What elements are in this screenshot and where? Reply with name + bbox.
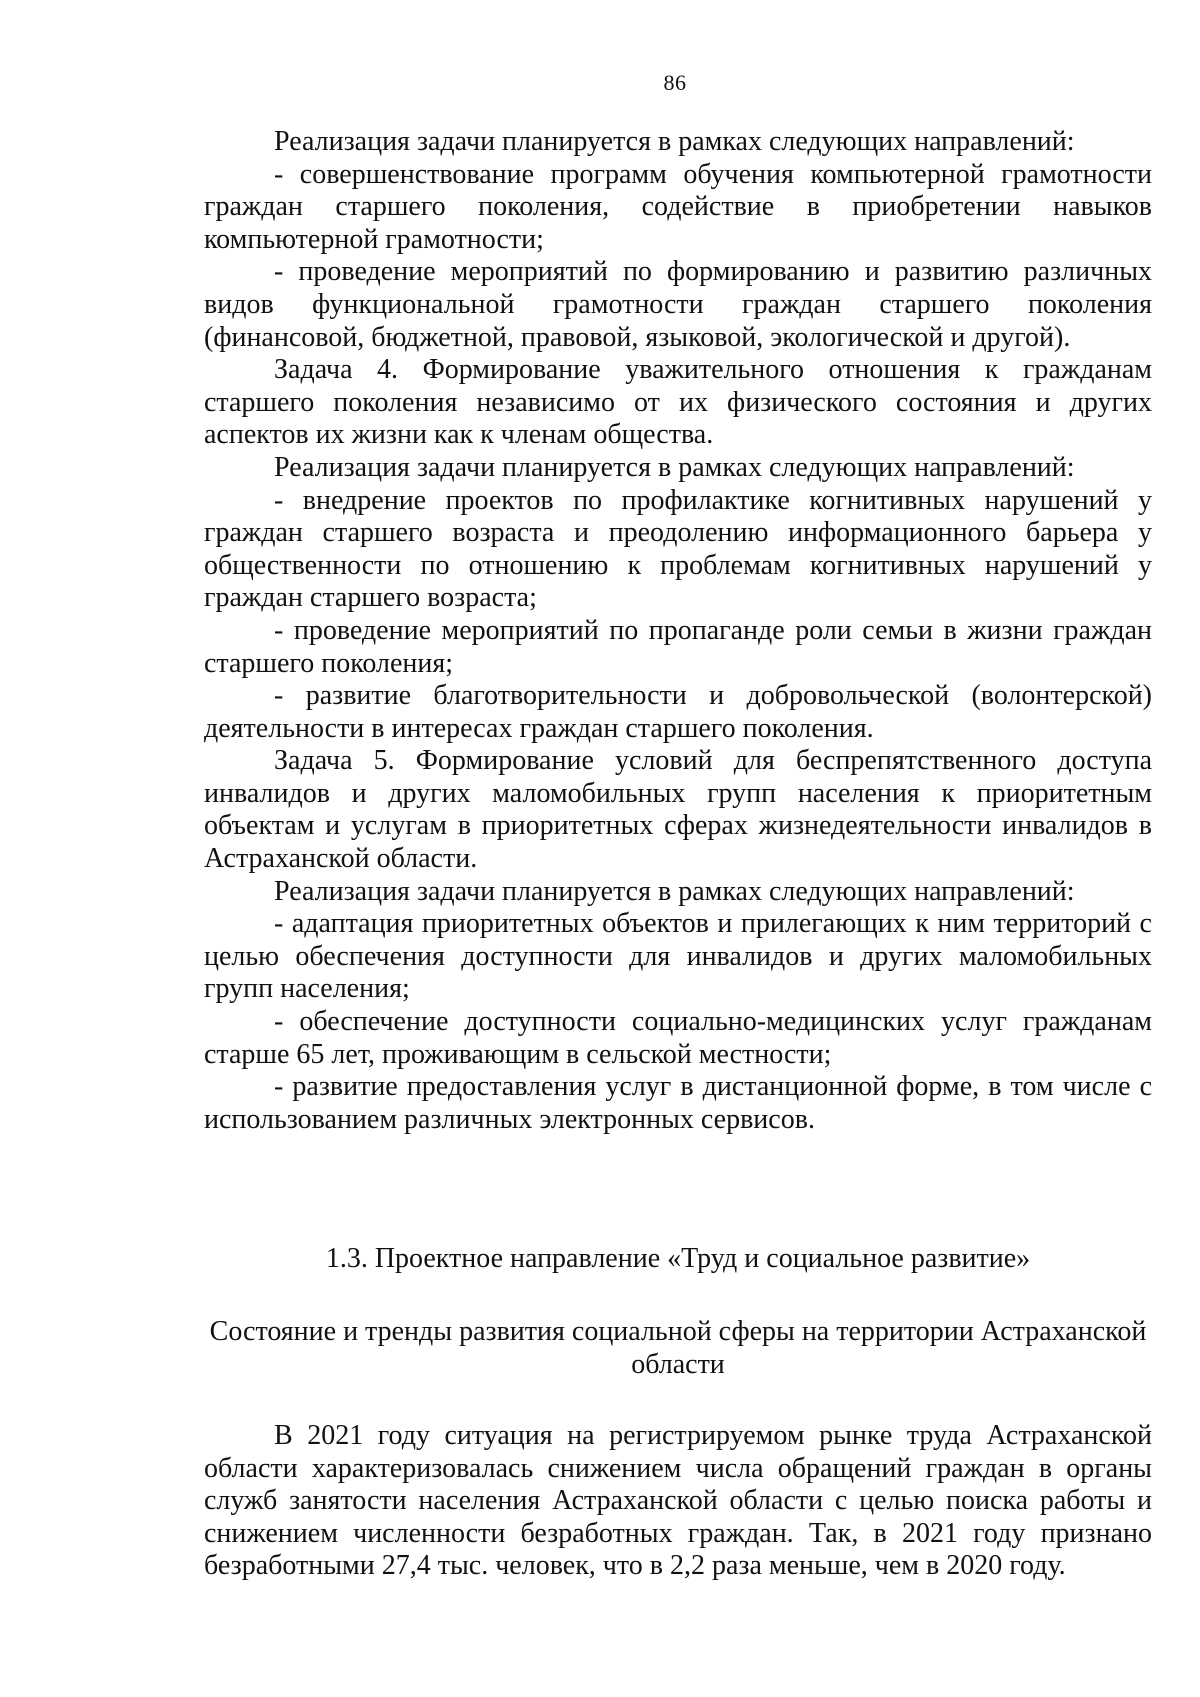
final-text: [204, 1420, 1152, 1583]
section-heading: 1.3. Проектное направление «Труд и социальное развитие»: [325, 1243, 1031, 1274]
paragraph: - обеспечение доступности социально-медицинских услуг гражданам старше 65 лет, проживающим в сельской местности;: [204, 1006, 1152, 1070]
paragraph: - внедрение проектов по профилактике когнитивных нарушений у граждан старшего возраста и преодолению информационного барьера у общественности по отношению к проблемам когнитивных нарушений у граждан старшего возраста;: [204, 484, 1152, 614]
paragraph: Задача 5. Формирование условий для беспрепятственного доступа инвалидов и других маломобильных групп населения к приоритетным объектам и услугам в приоритетных сферах жизнедеятельности инвалидов в Астраханской области.: [204, 745, 1152, 875]
paragraph: Задача 4. Формирование уважительного отношения к гражданам старшего поколения независимо от их физического состояния и других аспектов их жизни как к членам общества.: [204, 354, 1152, 451]
subsection-heading: Состояние и тренды развития социальной сферы на территории Астраханской области: [209, 1316, 1147, 1380]
paragraph: - совершенствование программ обучения компьютерной грамотности граждан старшего поколения, содействие в приобретении навыков компьютерной грамотности;: [204, 158, 1152, 255]
paragraph: - развитие благотворительности и добровольческой (волонтерской) деятельности в интересах граждан старшего поколения.: [204, 680, 1152, 744]
paragraph: Реализация задачи планируется в рамках следующих направлений:: [274, 451, 1075, 483]
body-text: [204, 126, 1152, 1136]
paragraph: Реализация задачи планируется в рамках следующих направлений:: [274, 875, 1075, 907]
paragraph: В 2021 году ситуация на регистрируемом рынке труда Астраханской области характеризовалась снижением числа обращений граждан в органы служб занятости населения Астраханской области с целью поиска работы и снижением численности безработных граждан. Так, в 2021 году признано безработными 27,4 тыс. человек, что в 2,2 раза меньше, чем в 2020 году.: [204, 1420, 1152, 1582]
paragraph: - проведение мероприятий по формированию и развитию различных видов функциональной грамотности граждан старшего поколения (финансовой, бюджетной, правовой, языковой, экологической и другой).: [204, 256, 1152, 353]
paragraph: - проведение мероприятий по пропаганде роли семьи в жизни граждан старшего поколения;: [204, 614, 1152, 679]
paragraph: - развитие предоставления услуг в дистанционной форме, в том числе с использованием различных электронных сервисов.: [204, 1071, 1152, 1135]
paragraph: Реализация задачи планируется в рамках следующих направлений:: [274, 126, 1075, 157]
page-number: 86: [663, 70, 687, 95]
paragraph: - адаптация приоритетных объектов и прилегающих к ним территорий с целью обеспечения доступности для инвалидов и других маломобильных групп населения;: [204, 908, 1152, 1005]
